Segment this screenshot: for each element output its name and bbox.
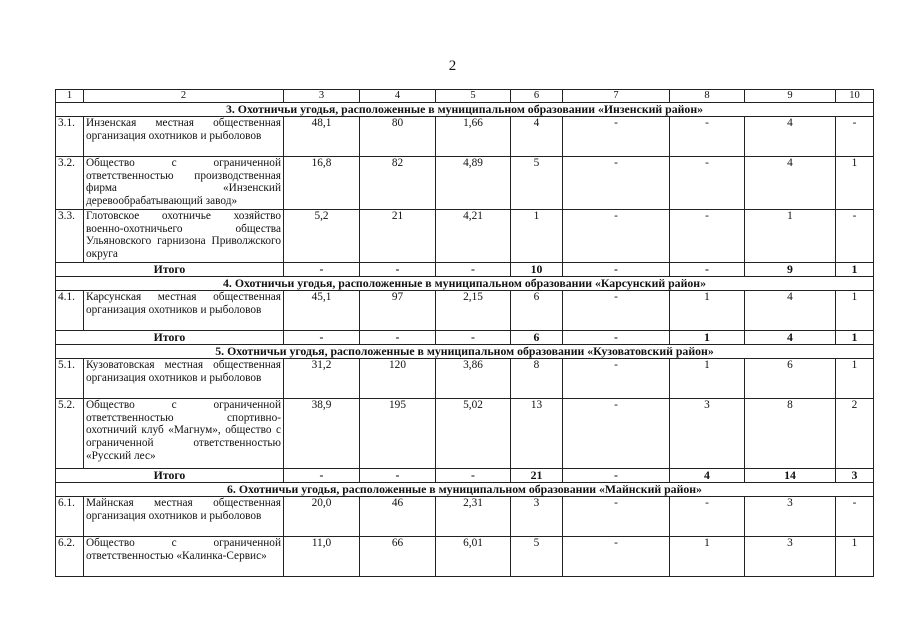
- value-cell: -: [836, 117, 874, 157]
- value-cell: 2: [836, 399, 874, 469]
- column-number-cell: 6: [511, 90, 563, 103]
- value-cell: 38,9: [284, 399, 360, 469]
- value-cell: -: [670, 497, 745, 537]
- column-number-cell: 1: [56, 90, 84, 103]
- section-header-row: [56, 103, 874, 117]
- value-cell: -: [563, 157, 670, 210]
- value-cell: 3: [511, 497, 563, 537]
- value-cell: 1: [836, 291, 874, 331]
- total-value-cell: -: [436, 331, 511, 345]
- value-cell: 1: [670, 291, 745, 331]
- value-cell: -: [563, 210, 670, 263]
- value-cell: 1: [836, 157, 874, 210]
- value-cell: 5,02: [436, 399, 511, 469]
- value-cell: 4: [511, 117, 563, 157]
- table-row: [56, 117, 874, 157]
- value-cell: 6,01: [436, 537, 511, 577]
- section-title: 4. Охотничьи угодья, расположенные в муниципальном образовании «Карсунский район»: [56, 277, 874, 291]
- total-label: Итого: [56, 263, 284, 277]
- value-cell: 6: [745, 359, 836, 399]
- value-cell: -: [670, 157, 745, 210]
- column-number-cell: 3: [284, 90, 360, 103]
- table-row: [56, 157, 874, 210]
- value-cell: 5: [511, 537, 563, 577]
- organization-name: Общество с ограниченной ответственностью спортивно-охотничий клуб «Магнум», общество с ограниченной ответственностью «Русский лес»: [84, 399, 284, 469]
- total-value-cell: 6: [511, 331, 563, 345]
- value-cell: -: [563, 497, 670, 537]
- value-cell: 48,1: [284, 117, 360, 157]
- value-cell: -: [836, 210, 874, 263]
- total-value-cell: 4: [745, 331, 836, 345]
- value-cell: 21: [360, 210, 436, 263]
- total-value-cell: 10: [511, 263, 563, 277]
- value-cell: 66: [360, 537, 436, 577]
- value-cell: 2,31: [436, 497, 511, 537]
- total-value-cell: -: [284, 469, 360, 483]
- total-value-cell: 1: [670, 331, 745, 345]
- section-title: 3. Охотничьи угодья, расположенные в муниципальном образовании «Инзенский район»: [56, 103, 874, 117]
- organization-name: Глотовское охотничье хозяйство военно-охотничьего общества Ульяновского гарнизона Приволжского округа: [84, 210, 284, 263]
- row-index: 5.1.: [56, 359, 84, 399]
- value-cell: 20,0: [284, 497, 360, 537]
- organization-name: Майнская местная общественная организация охотников и рыболовов: [84, 497, 284, 537]
- table-row: [56, 210, 874, 263]
- total-value-cell: -: [360, 331, 436, 345]
- column-number-cell: 5: [436, 90, 511, 103]
- value-cell: 2,15: [436, 291, 511, 331]
- value-cell: 8: [511, 359, 563, 399]
- value-cell: 97: [360, 291, 436, 331]
- column-number-cell: 9: [745, 90, 836, 103]
- value-cell: 1: [836, 359, 874, 399]
- total-value-cell: 14: [745, 469, 836, 483]
- value-cell: 11,0: [284, 537, 360, 577]
- section-title: 5. Охотничьи угодья, расположенные в муниципальном образовании «Кузоватовский район»: [56, 345, 874, 359]
- section-header-row: [56, 277, 874, 291]
- organization-name: Карсунская местная общественная организация охотников и рыболовов: [84, 291, 284, 331]
- hunting-grounds-table: [55, 89, 874, 577]
- value-cell: 1: [670, 359, 745, 399]
- total-row: [56, 263, 874, 277]
- table-row: [56, 359, 874, 399]
- value-cell: 5: [511, 157, 563, 210]
- value-cell: -: [670, 117, 745, 157]
- row-index: 6.1.: [56, 497, 84, 537]
- value-cell: 16,8: [284, 157, 360, 210]
- value-cell: 6: [511, 291, 563, 331]
- total-label: Итого: [56, 331, 284, 345]
- value-cell: -: [563, 291, 670, 331]
- column-number-cell: 7: [563, 90, 670, 103]
- value-cell: 5,2: [284, 210, 360, 263]
- total-value-cell: -: [360, 263, 436, 277]
- value-cell: 1: [511, 210, 563, 263]
- value-cell: 1: [836, 537, 874, 577]
- value-cell: 4,21: [436, 210, 511, 263]
- row-index: 3.2.: [56, 157, 84, 210]
- value-cell: 3,86: [436, 359, 511, 399]
- value-cell: -: [563, 117, 670, 157]
- column-number-cell: 8: [670, 90, 745, 103]
- value-cell: 3: [745, 537, 836, 577]
- value-cell: -: [563, 399, 670, 469]
- total-row: [56, 469, 874, 483]
- total-value-cell: -: [436, 263, 511, 277]
- total-value-cell: 4: [670, 469, 745, 483]
- organization-name: Инзенская местная общественная организация охотников и рыболовов: [84, 117, 284, 157]
- total-value-cell: -: [563, 263, 670, 277]
- value-cell: 1: [670, 537, 745, 577]
- value-cell: 4: [745, 117, 836, 157]
- total-value-cell: -: [563, 469, 670, 483]
- value-cell: 195: [360, 399, 436, 469]
- value-cell: -: [563, 537, 670, 577]
- value-cell: -: [563, 359, 670, 399]
- organization-name: Общество с ограниченной ответственностью «Калинка-Сервис»: [84, 537, 284, 577]
- value-cell: 4,89: [436, 157, 511, 210]
- total-value-cell: -: [563, 331, 670, 345]
- total-value-cell: -: [284, 331, 360, 345]
- table-row: [56, 537, 874, 577]
- row-index: 6.2.: [56, 537, 84, 577]
- row-index: 3.3.: [56, 210, 84, 263]
- value-cell: 1: [745, 210, 836, 263]
- total-value-cell: -: [670, 263, 745, 277]
- value-cell: 3: [745, 497, 836, 537]
- value-cell: 31,2: [284, 359, 360, 399]
- section-title: 6. Охотничьи угодья, расположенные в муниципальном образовании «Майнский район»: [56, 483, 874, 497]
- column-number-cell: 4: [360, 90, 436, 103]
- value-cell: 120: [360, 359, 436, 399]
- organization-name: Общество с ограниченной ответственностью производственная фирма «Инзенский деревообрабатывающий завод»: [84, 157, 284, 210]
- page-number: 2: [448, 58, 457, 74]
- table-row: [56, 497, 874, 537]
- value-cell: 8: [745, 399, 836, 469]
- total-value-cell: -: [436, 469, 511, 483]
- row-index: 5.2.: [56, 399, 84, 469]
- column-number-cell: 2: [84, 90, 284, 103]
- table-row: [56, 399, 874, 469]
- total-row: [56, 331, 874, 345]
- section-header-row: [56, 483, 874, 497]
- section-header-row: [56, 345, 874, 359]
- row-index: 3.1.: [56, 117, 84, 157]
- column-number-cell: 10: [836, 90, 874, 103]
- total-value-cell: 1: [836, 263, 874, 277]
- total-value-cell: -: [284, 263, 360, 277]
- value-cell: 46: [360, 497, 436, 537]
- value-cell: -: [836, 497, 874, 537]
- total-value-cell: 3: [836, 469, 874, 483]
- value-cell: 4: [745, 291, 836, 331]
- column-number-row: [56, 90, 874, 103]
- organization-name: Кузоватовская местная общественная организация охотников и рыболовов: [84, 359, 284, 399]
- value-cell: 3: [670, 399, 745, 469]
- total-label: Итого: [56, 469, 284, 483]
- value-cell: 4: [745, 157, 836, 210]
- total-value-cell: 1: [836, 331, 874, 345]
- table-row: [56, 291, 874, 331]
- value-cell: -: [670, 210, 745, 263]
- total-value-cell: -: [360, 469, 436, 483]
- value-cell: 45,1: [284, 291, 360, 331]
- total-value-cell: 21: [511, 469, 563, 483]
- value-cell: 80: [360, 117, 436, 157]
- row-index: 4.1.: [56, 291, 84, 331]
- value-cell: 13: [511, 399, 563, 469]
- total-value-cell: 9: [745, 263, 836, 277]
- value-cell: 1,66: [436, 117, 511, 157]
- value-cell: 82: [360, 157, 436, 210]
